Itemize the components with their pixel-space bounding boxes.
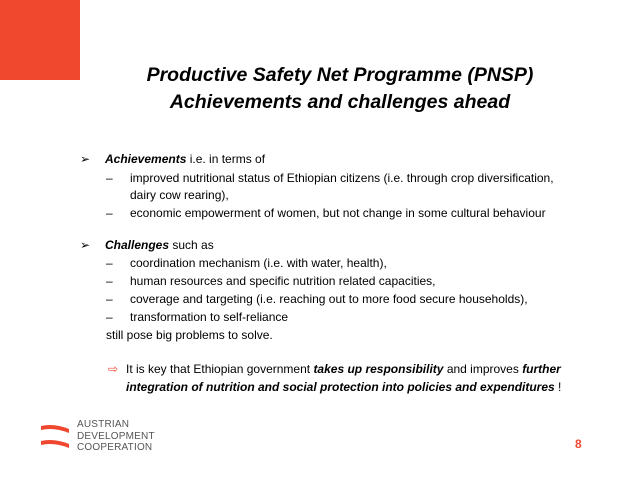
key-pre: It is key that Ethiopian government: [126, 362, 314, 376]
achievements-heading: [105, 150, 265, 168]
corner-accent-block: [0, 0, 80, 80]
list-item: human resources and specific nutrition related capacities,: [130, 274, 436, 288]
title-line-1: Productive Safety Net Programme (PNSP): [146, 64, 534, 86]
dash-icon: –: [106, 274, 113, 288]
dash-icon: –: [106, 310, 113, 324]
logo-flag-icon: [40, 422, 70, 452]
challenges-text: such as: [169, 238, 214, 252]
challenges-label: Challenges: [105, 238, 170, 252]
slide-title: [100, 62, 580, 116]
logo-text: [77, 419, 155, 454]
dash-icon: –: [106, 171, 113, 185]
bullet-arrow-icon: ➢: [80, 152, 91, 166]
achievements-text: i.e. in terms of: [186, 152, 266, 166]
challenges-heading: [105, 236, 214, 254]
dash-icon: –: [106, 256, 113, 270]
dash-icon: –: [106, 292, 113, 306]
austrian-development-cooperation-logo: [40, 419, 180, 459]
logo-line-3: COOPERATION: [77, 442, 153, 453]
list-item: transformation to self-reliance: [130, 310, 289, 324]
title-line-2: Achievements and challenges ahead: [169, 91, 511, 113]
key-bold-further: further: [522, 362, 561, 376]
page-number: 8: [575, 437, 582, 451]
key-bold-responsibility: takes up responsibility: [313, 362, 444, 376]
list-item: economic empowerment of women, but not change in some cultural behaviour: [130, 206, 546, 220]
challenges-closing: still pose big problems to solve.: [106, 328, 273, 342]
achievements-label: Achievements: [105, 152, 187, 166]
key-mid: and improves: [443, 362, 523, 376]
key-post: !: [554, 380, 562, 394]
list-item: coverage and targeting (i.e. reaching out to more food secure households),: [130, 292, 528, 306]
bullet-arrow-icon: ➢: [80, 238, 91, 252]
list-item: coordination mechanism (i.e. with water, health),: [130, 256, 387, 270]
logo-line-1: AUSTRIAN: [77, 419, 130, 430]
right-arrow-icon: ⇨: [108, 362, 119, 376]
dash-icon: –: [106, 206, 113, 220]
key-bold-integration: integration of nutrition and social protection into policies and expenditures: [126, 380, 555, 394]
list-item-continuation: dairy cow rearing),: [130, 188, 229, 202]
list-item: improved nutritional status of Ethiopian citizens (i.e. through crop diversification,: [130, 171, 554, 185]
logo-line-2: DEVELOPMENT: [77, 430, 155, 442]
key-statement-line-1: [126, 360, 561, 378]
key-statement-line-2: [126, 378, 561, 396]
